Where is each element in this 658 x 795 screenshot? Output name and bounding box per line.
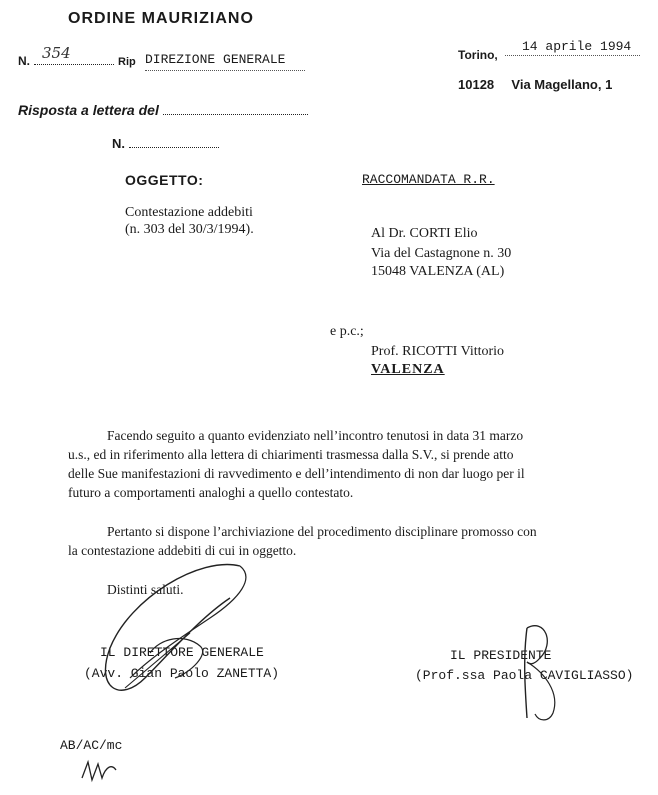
reply-n-dots (129, 135, 219, 148)
typist-initials: AB/AC/mc (60, 738, 123, 753)
left-signatory-title: IL DIRETTORE GENERALE (100, 645, 264, 660)
body-p1-l4: futuro a comportamenti analoghi a quello contestato. (68, 485, 354, 500)
cc-label: e p.c.; (330, 324, 364, 339)
closing: Distinti saluti. (107, 582, 184, 597)
recipient-name: Al Dr. CORTI Elio (371, 226, 478, 241)
date-rule (505, 55, 640, 56)
subject-label: OGGETTO: (125, 172, 204, 188)
reply-dots (163, 102, 308, 115)
body-p1-l3: delle Sue manifestazioni di ravvedimento e dell’intendimento di non dar luogo per il (68, 466, 525, 481)
department: DIREZIONE GENERALE (145, 52, 286, 67)
sender-address (458, 77, 612, 92)
body-p2-l1: Pertanto si dispone l’archiviazione del procedimento disciplinare promosso con (107, 524, 537, 539)
left-signatory-name: (Avv. Gian Paolo ZANETTA) (84, 666, 280, 681)
subject-line-1: Contestazione addebiti (125, 205, 253, 220)
body-p1-l2: u.s., ed in riferimento alla lettera di chiarimenti trasmessa dalla S.V., si prende atto (68, 447, 514, 462)
body-p1-l1: Facendo seguito a quanto evidenziato nell’incontro tenutosi in data 31 marzo (107, 428, 524, 443)
letter-date: 14 aprile 1994 (522, 39, 632, 54)
reply-n-label: N. (112, 136, 125, 151)
reply-label: Risposta a lettera del (18, 102, 159, 118)
protocol-number: 354 (42, 44, 71, 62)
protocol-line (18, 44, 136, 70)
subject-line-2: (n. 303 del 30/3/1994). (125, 222, 254, 237)
n-label: N. (18, 54, 30, 68)
cc-name: Prof. RICOTTI Vittorio (371, 344, 505, 359)
reply-line (18, 102, 308, 120)
right-signatory-title: IL PRESIDENTE (450, 648, 552, 663)
org-name: ORDINE MAURIZIANO (68, 10, 254, 27)
protocol-dots (34, 44, 114, 65)
president-signature (515, 618, 575, 728)
right-signatory-name: (Prof.ssa Paola CAVIGLIASSO) (415, 668, 634, 683)
postal-code: 10128 (458, 77, 495, 92)
street: Via Magellano, 1 (511, 77, 613, 92)
department-rule (145, 70, 305, 71)
reply-number-line (112, 135, 219, 153)
city-label: Torino, (458, 48, 498, 62)
body-p2-l2: la contestazione addebiti di cui in oggetto. (68, 543, 297, 558)
recipient-address: Via del Castagnone n. 30 (371, 246, 512, 261)
cc-city: VALENZA (371, 362, 445, 377)
delivery-method: RACCOMANDATA R.R. (362, 172, 495, 187)
rip-label: Rip (118, 56, 136, 68)
initials-scribble (80, 756, 120, 786)
director-signature (90, 558, 270, 708)
recipient-city: 15048 VALENZA (AL) (371, 264, 505, 279)
